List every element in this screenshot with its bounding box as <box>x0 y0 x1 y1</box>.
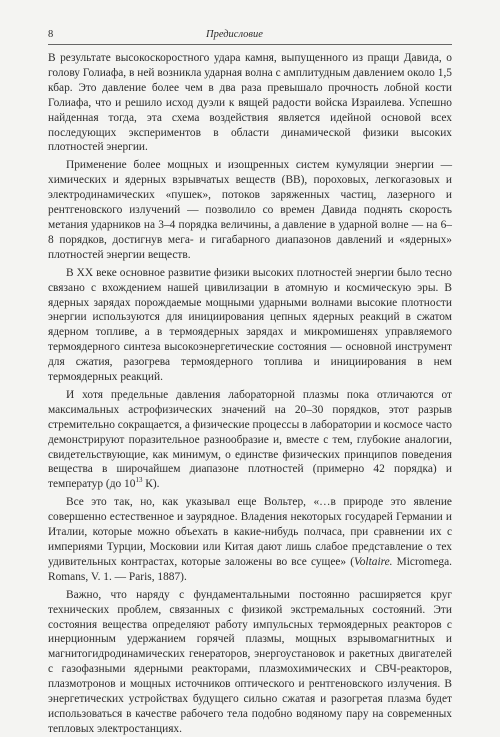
paragraph-5 <box>48 495 452 584</box>
paragraph-2: Применение более мощных и изощренных систем кумуляции энергии — химических и ядерных взрывчатых веществ (ВВ), пороховых, легкогазовых и электродинамических «пушек», потоков заряженных частиц, лазерного и рентгеновского излучений — позволило со времен Давида поднять скорость метания ударников на 3–4 порядка величины, а давление в ударной волне — на 6–8 порядков, достигнув мега- и гигабарного диапазонов давлений и «ядерных» плотностей энергии веществ. <box>48 159 452 261</box>
page-number: 8 <box>48 29 54 40</box>
header-rule <box>48 44 452 45</box>
paragraph-4 <box>48 388 452 492</box>
paragraph-4-end: К). <box>142 478 160 491</box>
citation-author: Voltaire. <box>354 555 393 568</box>
paragraph-4-text: И хотя предельные давления лабораторной плазмы пока отличаются от максимальных астрофизических значений на 20–30 порядков, этот разрыв стремительно сокращается, а физические процессы в лаборатории и космосе часто демонстрируют поразительное разнообразие и, вместе с тем, глубокие аналогии, свидетельствующие, как минимум, о единстве физических принципов поведения вещества в широчайшем диапазоне плотностей (примерно 42 порядка) и температур (до 10 <box>48 388 452 491</box>
running-header <box>48 28 452 42</box>
paragraph-3: В XX веке основное развитие физики высоких плотностей энергии было тесно связано с вхождением нашей цивилизации в атомную и космическую эры. В ядерных зарядах порождаемые мощными ударными волнами высокие плотности энергии используются для инициирования цепных ядерных реакций в сжатом ядерном топливе, а в термоядерных зарядах и микромишенях управляемого термоядерного синтеза высокоэнергетические состояния — основной инструмент для сжатия, разогрева термоядерного топлива и инициирования в нем термоядерных реакций. <box>48 266 452 384</box>
voltaire-quote: Все это так, но, как указывал еще Вольтер, «…в природе это явление совершенно естественное и заурядное. Владения некоторых государей Германии и Италии, которые можно объехать в какие-нибудь полчаса, при сравнении их с империями Турции, Московии или Китая дают лишь слабое представление о тех удивительных контрастах, которые заложены во все сущее» ( <box>48 496 452 568</box>
running-title: Предисловие <box>206 29 263 40</box>
citation-source: Micromega. Romans, V. 1. — Paris, 1887). <box>48 555 452 583</box>
paragraph-1: В результате высокоскоростного удара камня, выпущенного из пращи Давида, о голову Голиафа, в ней возникла ударная волна с амплитудным давлением около 1,5 кбар. Это давление более чем в два раза превышало прочность лобной кости Голиафа, что и решило исход дуэли к вящей радости войска Израилева. Успешно найденная тогда, эта схема воздействия является идейной основой всех последующих экспериментов в области динамической физики высоких плотностей энергии. <box>48 52 452 154</box>
body-text <box>48 51 452 737</box>
temperature-exponent: 13 <box>135 476 143 485</box>
paragraph-6: Важно, что наряду с фундаментальными постоянно расширяется круг технических проблем, связанных с физикой экстремальных состояний. Эти состояния вещества определяют работу импульсных термоядерных реакторов с инерционным удержанием горячей плазмы, мощных взрывомагнитных и магнитогидродинамических генераторов, энергоустановок и ракетных двигателей с газофазными ядерными реакторами, плазмохимических и СВЧ-реакторов, плазмотронов и мощных источников оптического и рентгеновского излучения. В энергетических устройствах будущего сильно сжатая и разогретая плазма будет использоваться в качестве рабочего тела подобно водяному пару на современных тепловых электростанциях. <box>48 588 452 735</box>
